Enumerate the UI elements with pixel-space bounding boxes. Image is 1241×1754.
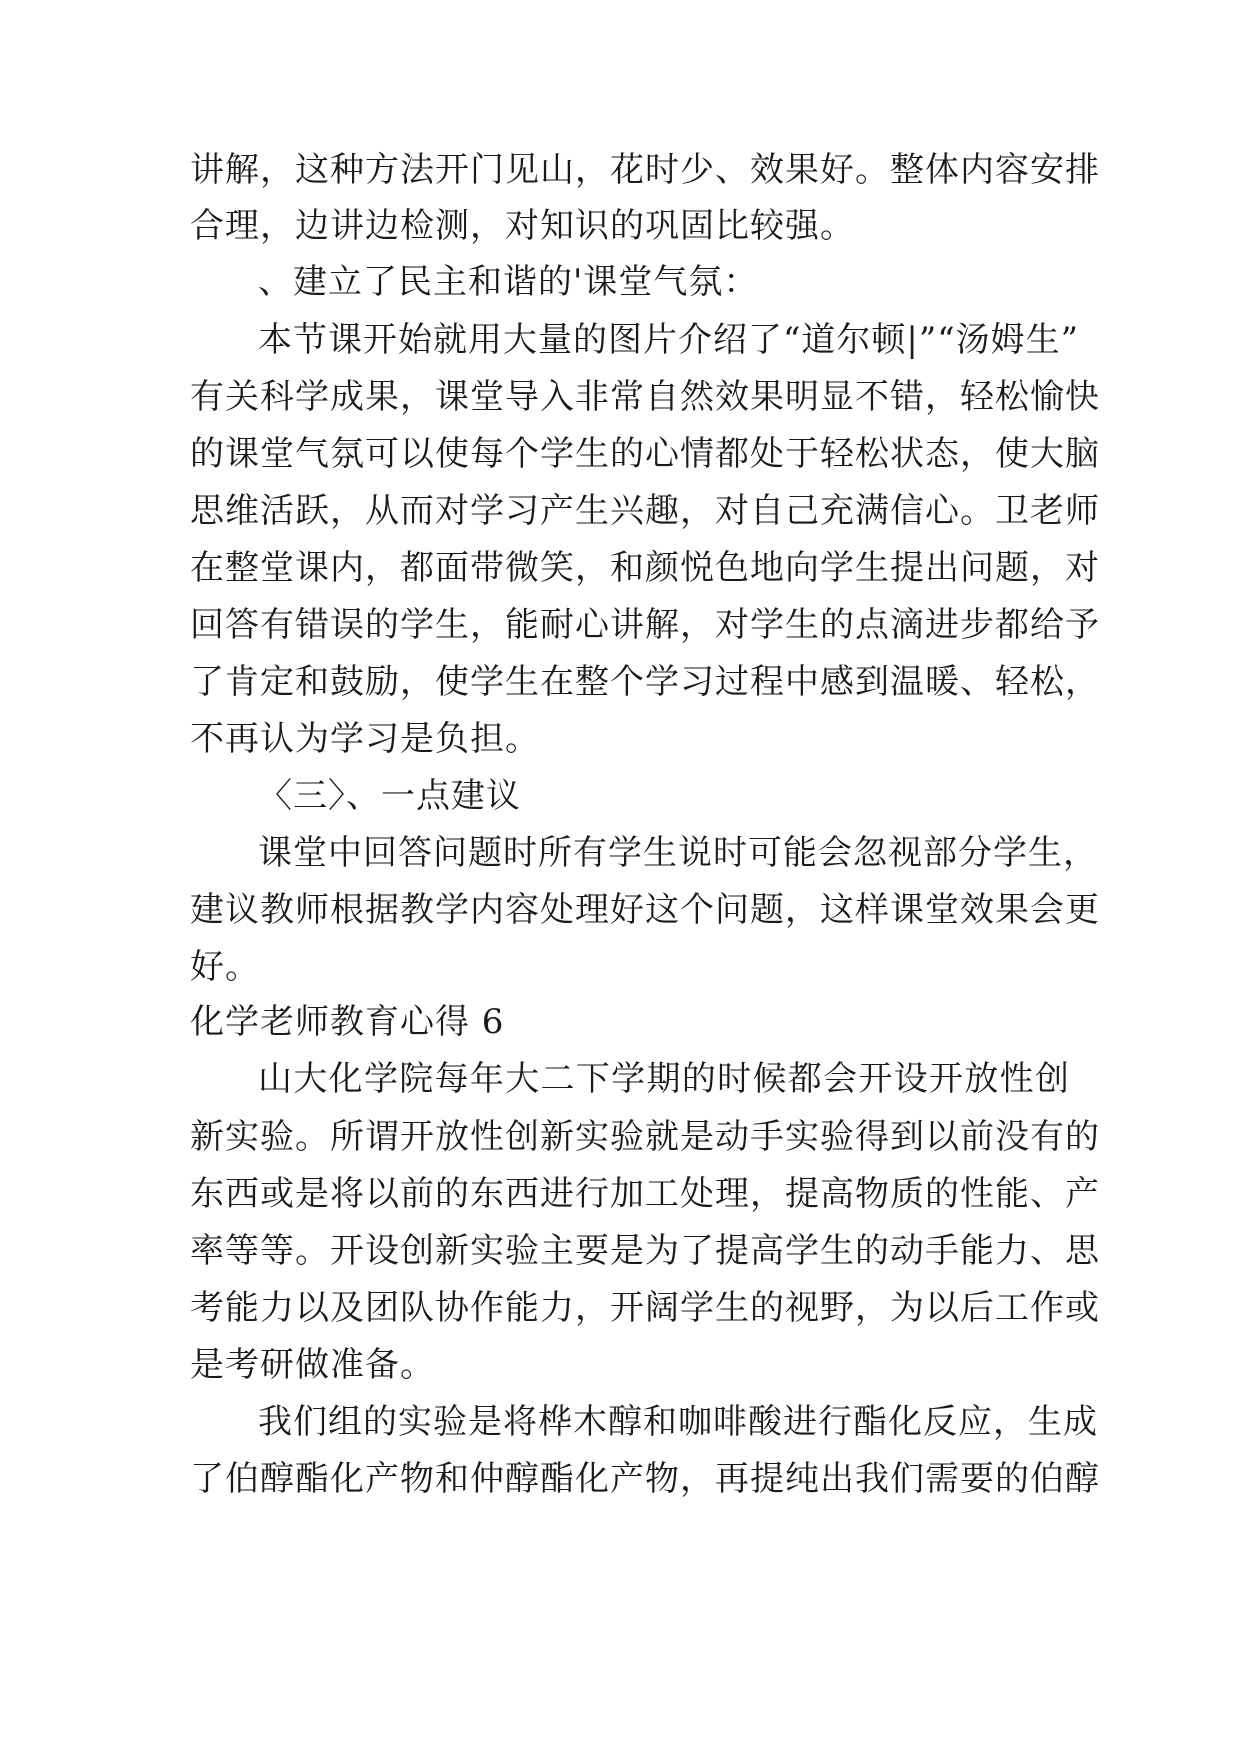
body-text-line: 东西或是将以前的东西进行加工处理，提高物质的性能、产 xyxy=(190,1174,1100,1214)
body-text-line: 本节课开始就用大量的图片介绍了“道尔顿|”“汤姆生” xyxy=(258,320,1079,360)
section-heading: 、建立了民主和谐的'课堂气氛： xyxy=(258,262,759,302)
body-text-line: 考能力以及团队协作能力，开阔学生的视野，为以后工作或 xyxy=(190,1288,1100,1328)
body-text-line: 在整堂课内，都面带微笑，和颜悦色地向学生提出问题，对 xyxy=(190,548,1100,588)
body-text-line: 了肯定和鼓励，使学生在整个学习过程中感到温暖、轻松， xyxy=(190,662,1100,702)
body-text-line: 讲解，这种方法开门见山，花时少、效果好。整体内容安排 xyxy=(190,150,1100,190)
body-text-line: 山大化学院每年大二下学期的时候都会开设开放性创 xyxy=(258,1059,1070,1099)
body-text-line: 的课堂气氛可以使每个学生的心情都处于轻松状态，使大脑 xyxy=(190,434,1100,474)
body-text-line: 思维活跃，从而对学习产生兴趣，对自己充满信心。卫老师 xyxy=(190,491,1100,531)
section-heading: 〈三〉、一点建议 xyxy=(258,776,521,816)
body-text-line: 回答有错误的学生，能耐心讲解，对学生的点滴进步都给予 xyxy=(190,605,1100,645)
article-title: 化学老师教育心得 6 xyxy=(190,1002,505,1042)
body-text-line: 新实验。所谓开放性创新实验就是动手实验得到以前没有的 xyxy=(190,1117,1100,1157)
body-text-line: 不再认为学习是负担。 xyxy=(190,719,540,759)
body-text-line: 合理，边讲边检测，对知识的巩固比较强。 xyxy=(190,206,855,246)
body-text-line: 率等等。开设创新实验主要是为了提高学生的动手能力、思 xyxy=(190,1231,1100,1271)
body-text-line: 课堂中回答问题时所有学生说时可能会忽视部分学生， xyxy=(258,833,1098,873)
body-text-line: 好。 xyxy=(190,947,260,987)
body-text-line: 了伯醇酯化产物和仲醇酯化产物，再提纯出我们需要的伯醇 xyxy=(190,1459,1100,1499)
body-text-line: 我们组的实验是将桦木醇和咖啡酸进行酯化反应，生成 xyxy=(258,1402,1098,1442)
body-text-line: 有关科学成果，课堂导入非常自然效果明显不错，轻松愉快 xyxy=(190,377,1100,417)
body-text-line: 建议教师根据教学内容处理好这个问题，这样课堂效果会更 xyxy=(190,890,1100,930)
body-text-line: 是考研做准备。 xyxy=(190,1345,435,1385)
